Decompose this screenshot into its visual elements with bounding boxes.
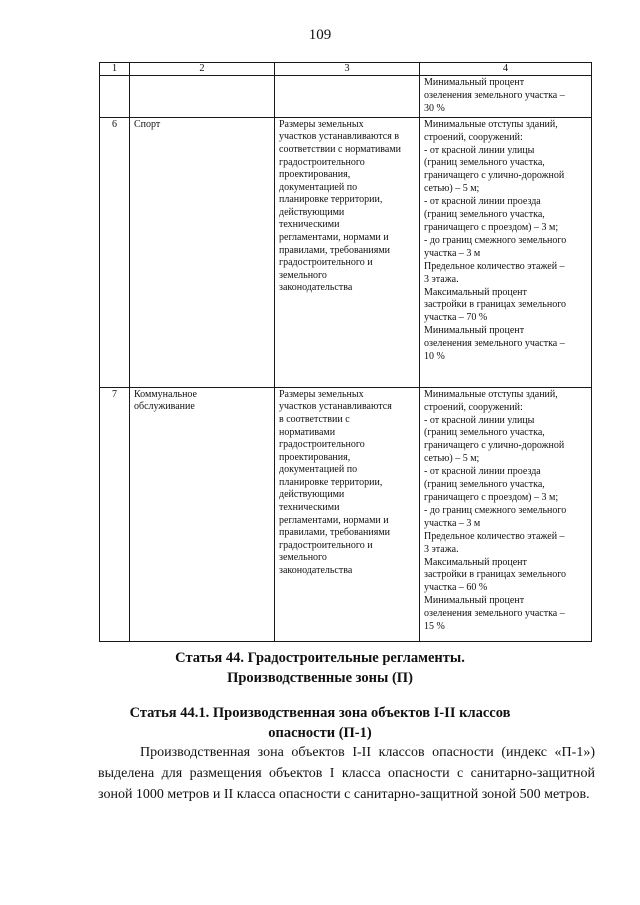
cell-line: - до границ смежного земельного — [424, 234, 567, 246]
cell-line: (границ земельного участка, — [424, 209, 545, 221]
table-body — [100, 76, 592, 642]
cell-line: Минимальный процент — [424, 77, 525, 88]
cell-line: нормативами — [279, 426, 336, 438]
cell-line: Предельное количество этажей – — [424, 530, 565, 542]
cell-line: 3 этажа. — [424, 273, 459, 285]
cell-line: земельного — [279, 269, 327, 281]
cell-line: граничащего с улично-дорожной — [424, 170, 565, 182]
cell-line: проектирования, — [279, 451, 351, 463]
cell-line: застройки в границах земельного — [424, 299, 567, 311]
cell-line: - от красной линии проезда — [424, 196, 541, 208]
cell-line: Минимальный процент — [424, 325, 525, 337]
table-header-cell: 2 — [130, 63, 275, 76]
cell-line: градостроительного — [279, 156, 365, 168]
cell-line: соответствии с нормативами — [279, 143, 402, 155]
body-paragraph: Производственная зона объектов I-II классов опасности (индекс «П-1») выделена для размещения объектов I класса опасности с санитарно-защитной зоной 1000 метров и II класса опасности с санитарно-защитной зоной 500 метров. — [98, 745, 595, 802]
cell-line: правилами, требованиями — [279, 244, 391, 256]
cell-line: Максимальный процент — [424, 286, 527, 298]
plot-size-cell — [275, 117, 420, 387]
plot-size-cell — [275, 387, 420, 641]
article-44-1-heading — [0, 703, 640, 743]
table-row — [100, 76, 592, 118]
table-row — [100, 387, 592, 641]
cell-line: участков устанавливаются в — [279, 131, 400, 143]
cell-line: 3 этажа. — [424, 543, 459, 555]
cell-line: планировке территории, — [279, 476, 383, 488]
cell-line: сетью) – 5 м; — [424, 183, 480, 195]
parameters-cell — [420, 387, 592, 641]
cell-line: Предельное количество этажей – — [424, 260, 565, 272]
cell-line: техническими — [279, 502, 340, 514]
cell-line: Размеры земельных — [279, 388, 364, 400]
table-header-cell: 3 — [275, 63, 420, 76]
heading-line: Статья 44. Градостроительные регламенты. — [175, 650, 465, 666]
cell-line: (границ земельного участка, — [424, 427, 545, 439]
cell-line: граничащего с улично-дорожной — [424, 440, 565, 452]
cell-line: 15 % — [424, 621, 445, 633]
regulation-table — [99, 62, 592, 642]
cell-line: земельного — [279, 552, 327, 564]
cell-line: озеленения земельного участка – — [424, 338, 565, 350]
cell-line: Минимальные отступы зданий, — [424, 388, 558, 400]
heading-line: Производственные зоны (П) — [227, 670, 413, 686]
cell-line: участков устанавливаются — [279, 401, 392, 413]
cell-line: озеленения земельного участка – — [424, 608, 565, 620]
type-name-cell — [130, 117, 275, 387]
cell-line: действующими — [279, 206, 345, 218]
cell-line: - от красной линии улицы — [424, 414, 535, 426]
type-name-cell — [130, 76, 275, 118]
row-number-cell — [100, 76, 130, 118]
cell-line: действующими — [279, 489, 345, 501]
heading-line: опасности (П-1) — [268, 725, 372, 741]
cell-line: сетью) – 5 м; — [424, 453, 480, 465]
cell-line: документацией по — [279, 181, 358, 193]
cell-line: проектирования, — [279, 169, 351, 181]
cell-line: 10 % — [424, 351, 445, 363]
cell-line: застройки в границах земельного — [424, 569, 567, 581]
table-header-cell: 1 — [100, 63, 130, 76]
cell-line: участка – 3 м — [424, 517, 481, 529]
cell-line: (границ земельного участка, — [424, 479, 545, 491]
cell-line: участка – 70 % — [424, 312, 488, 324]
parameters-cell — [420, 76, 592, 118]
cell-line: строений, сооружений: — [424, 131, 523, 143]
cell-line: законодательства — [279, 282, 353, 294]
table-header-row — [100, 63, 592, 76]
table-row — [100, 117, 592, 387]
cell-line: - до границ смежного земельного — [424, 504, 567, 516]
cell-line: документацией по — [279, 464, 358, 476]
cell-line: озеленения земельного участка – — [424, 89, 565, 101]
article-44-heading — [0, 648, 640, 688]
cell-line: Спорт — [134, 118, 161, 130]
cell-line: в соответствии с — [279, 413, 350, 425]
cell-line: регламентами, нормами и — [279, 232, 389, 244]
cell-line: граничащего с проездом) – 3 м; — [424, 491, 559, 503]
cell-line: Минимальные отступы зданий, — [424, 118, 558, 130]
parameters-cell — [420, 117, 592, 387]
row-number-cell: 6 — [100, 117, 130, 387]
cell-line: Размеры земельных — [279, 118, 364, 130]
cell-line: граничащего с проездом) – 3 м; — [424, 221, 559, 233]
cell-line: Минимальный процент — [424, 595, 525, 607]
cell-line: Максимальный процент — [424, 556, 527, 568]
cell-line: градостроительного и — [279, 257, 373, 269]
page-number: 109 — [308, 27, 332, 43]
row-number-cell: 7 — [100, 387, 130, 641]
cell-line: градостроительного и — [279, 539, 373, 551]
cell-line: строений, сооружений: — [424, 401, 523, 413]
cell-line: регламентами, нормами и — [279, 514, 389, 526]
cell-line: правилами, требованиями — [279, 527, 391, 539]
plot-size-cell — [275, 76, 420, 118]
cell-line: 30 % — [424, 102, 445, 114]
table-header-cell: 4 — [420, 63, 592, 76]
cell-line: Коммунальное — [134, 388, 197, 400]
cell-line: техническими — [279, 219, 340, 231]
cell-line: участка – 3 м — [424, 247, 481, 259]
heading-line: Статья 44.1. Производственная зона объектов I-II классов — [129, 705, 511, 721]
cell-line: участка – 60 % — [424, 582, 488, 594]
cell-line: градостроительного — [279, 439, 365, 451]
cell-line: (границ земельного участка, — [424, 157, 545, 169]
cell-line: - от красной линии проезда — [424, 466, 541, 478]
cell-line: обслуживание — [134, 401, 195, 413]
type-name-cell — [130, 387, 275, 641]
cell-line: планировке территории, — [279, 194, 383, 206]
cell-line: - от красной линии улицы — [424, 144, 535, 156]
cell-line: законодательства — [279, 565, 353, 577]
